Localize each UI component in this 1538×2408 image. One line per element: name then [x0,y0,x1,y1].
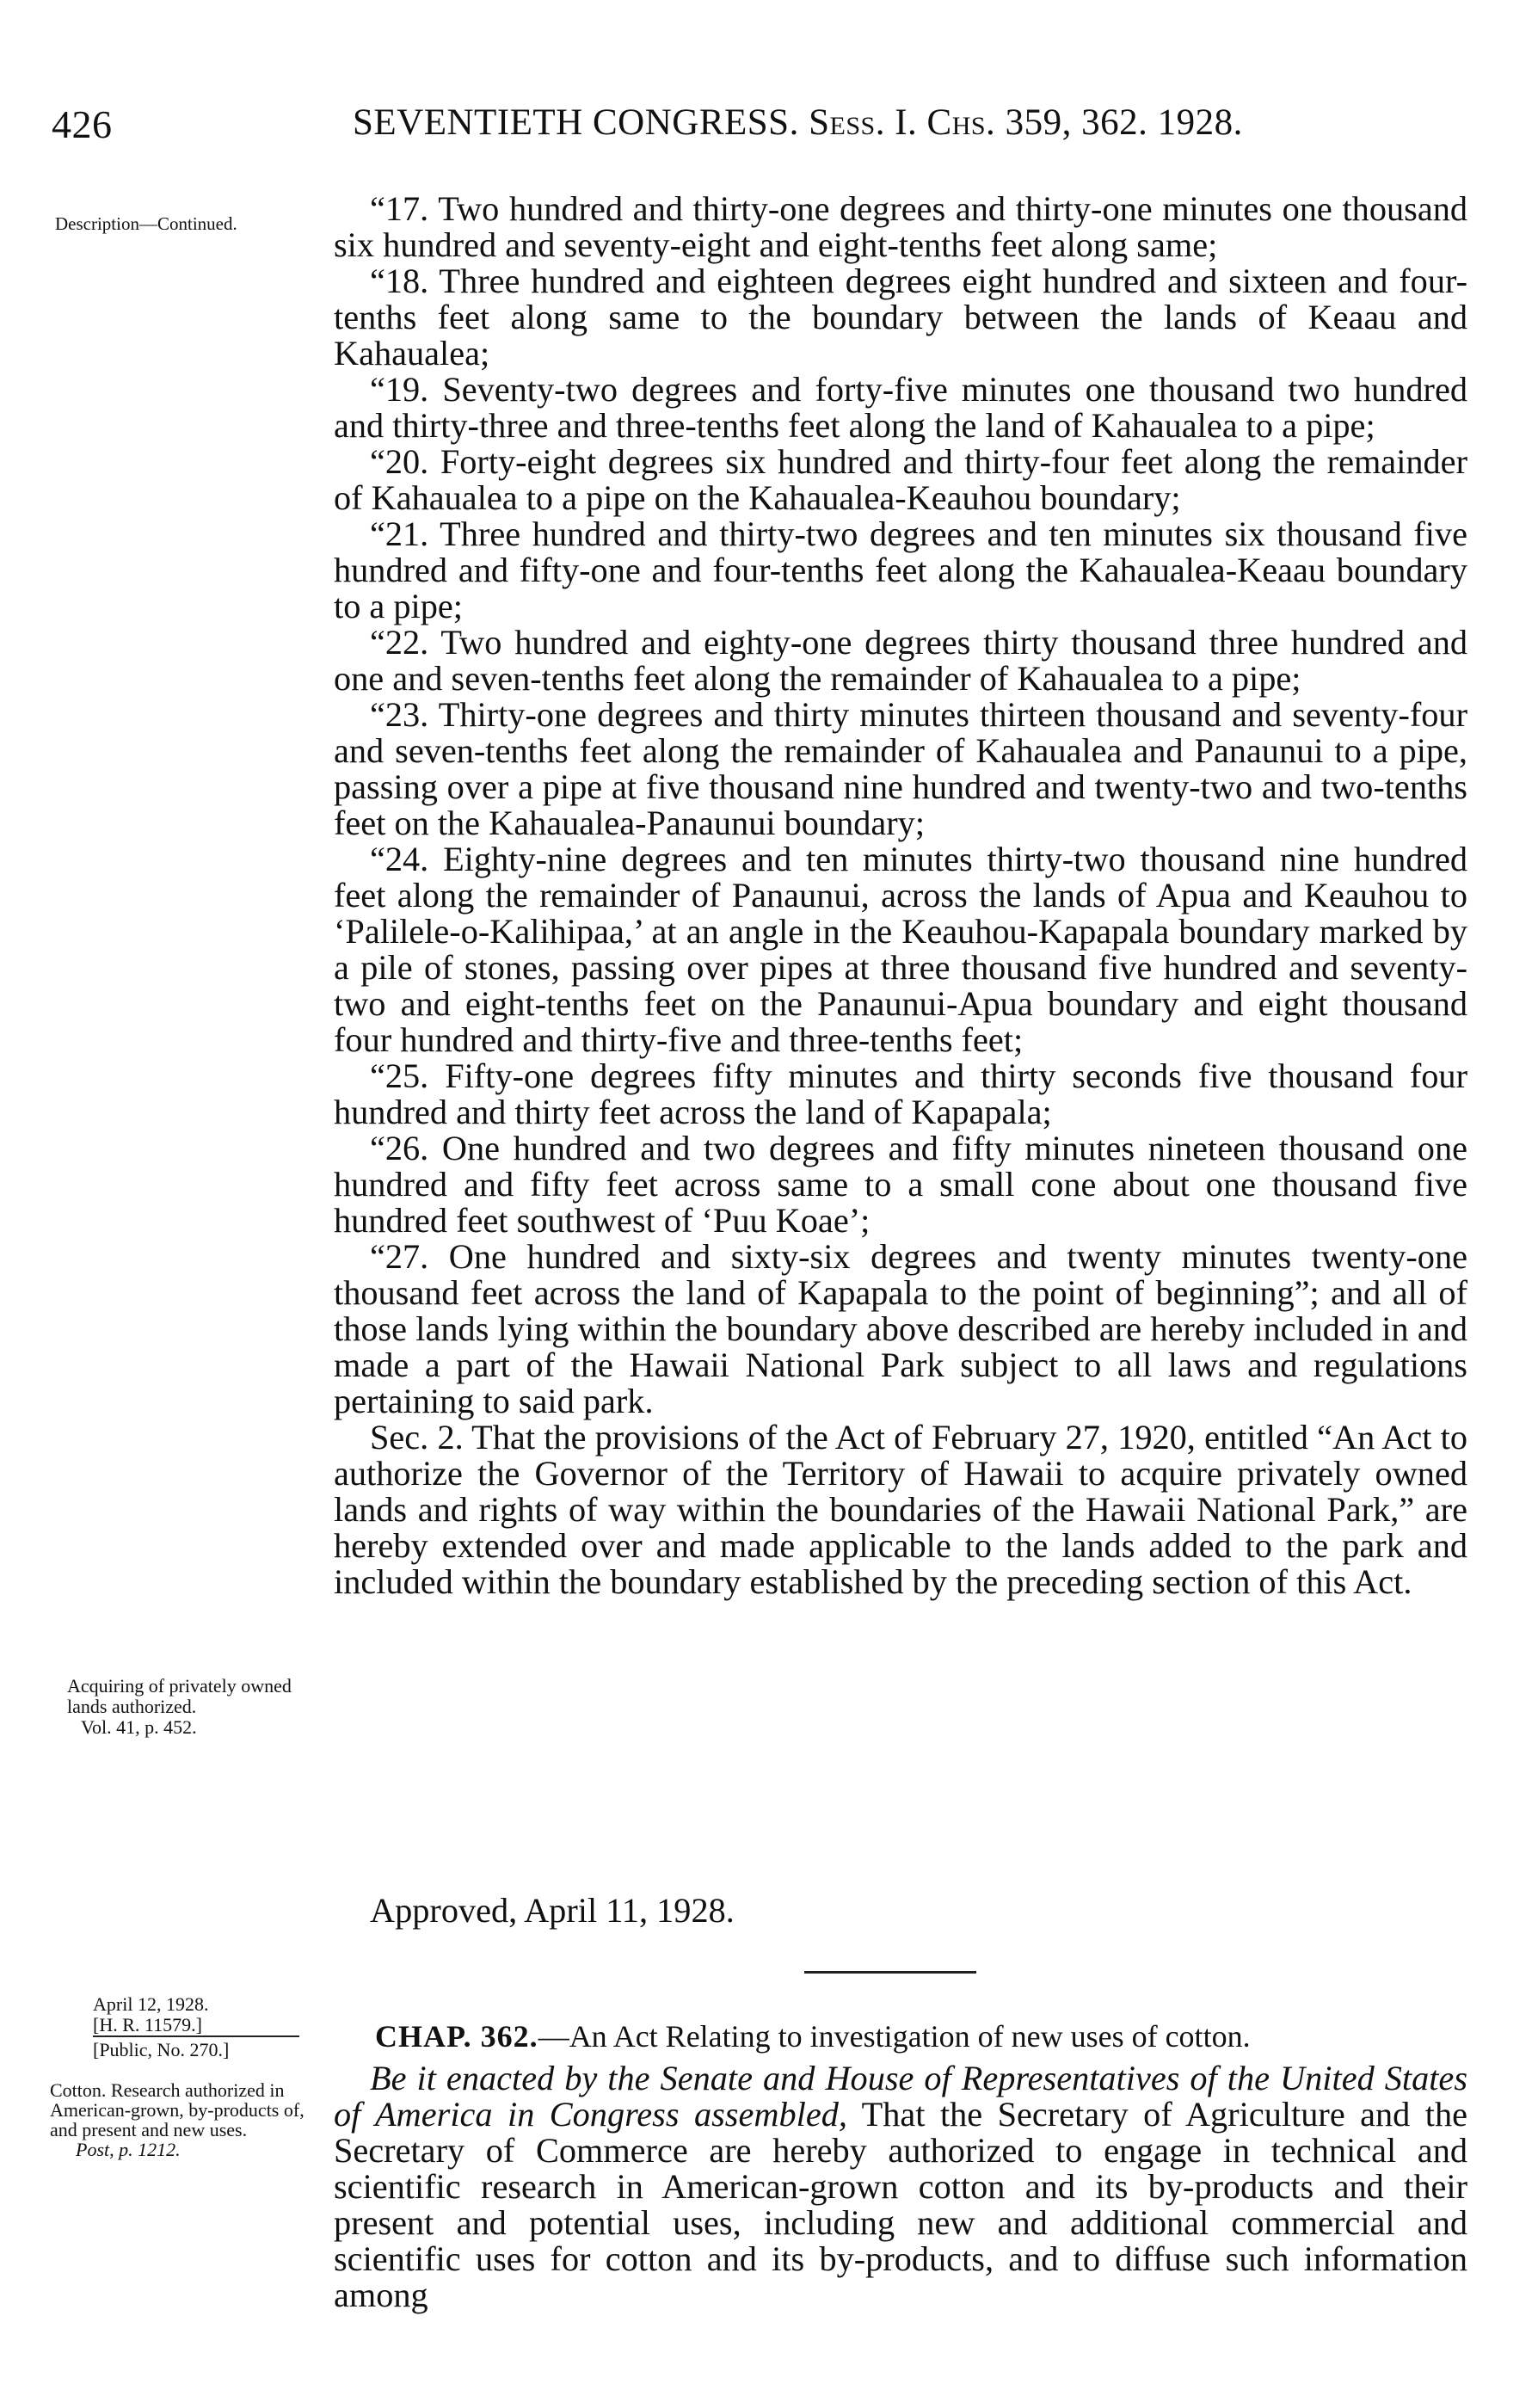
chapter-heading [375,2018,1251,2054]
margin-note-chapter-public: [Public, No. 270.] [93,2039,230,2060]
running-head-session: Sess. I. [809,102,918,143]
running-head-congress: SEVENTIETH CONGRESS. [353,102,799,143]
margin-note-cotton-ref: Post, p. 1212. [76,2139,181,2160]
chapter-label: CHAP. 362. [375,2019,538,2054]
cotton-act-paragraph [334,2060,1467,2313]
running-head-chapters-label: Chs. [926,102,996,143]
margin-note-cotton-title: Cotton. [50,2079,107,2101]
running-head [353,102,1243,144]
margin-note-chapter-hr: [H. R. 11579.] [93,2015,299,2037]
page-number: 426 [52,102,113,146]
paragraph-26: “26. One hundred and two degrees and fifty minutes nineteen thousand one hundred and fifty feet across same to a small cone about one thousand five hundred feet southwest of ‘Puu Koae’; [334,1129,1467,1240]
paragraph-22: “22. Two hundred and eighty-one degrees thirty thousand three hundred and one and seven-tenths feet along the remainder of Kahaualea to a pipe; [334,623,1467,698]
margin-note-acquiring-ref: Vol. 41, p. 452. [81,1716,197,1738]
paragraph-17: “17. Two hundred and thirty-one degrees and thirty-one minutes one thousand six hundred and seventy-eight and eight-tenths feet along same; [334,189,1467,264]
margin-note-description: Description—Continued. [55,213,237,234]
margin-note-acquiring [67,1676,334,1738]
margin-note-chapter [93,1994,308,2060]
main-text-column [334,191,1467,1877]
paragraph-23: “23. Thirty-one degrees and thirty minutes thirteen thousand and seventy-four and seven-tenths feet along the remainder of Kahaualea and Panaunui to a pipe, passing over a pipe at five thousand nine hundred and twenty-two and two-tenths feet on the Kahaualea-Panaunui boundary; [334,695,1467,842]
paragraph-27: “27. One hundred and sixty-six degrees and twenty minutes twenty-one thousand feet across the land of Kapapala to the point of beginning”; and all of those lands lying within the boundary above described are hereby included in and made a part of the Hawaii National Park subject to all laws and regulations pertaining to said park. [334,1237,1467,1420]
paragraph-25: “25. Fifty-one degrees fifty minutes and thirty seconds five thousand four hundred and thirty feet across the land of Kapapala; [334,1056,1467,1131]
section-divider [804,1971,976,1974]
margin-note-acquiring-text: Acquiring of privately owned lands authorized. [67,1675,292,1717]
paragraph-19: “19. Seventy-two degrees and forty-five minutes one thousand two hundred and thirty-three and three-tenths feet along the land of Kahaualea to a pipe; [334,370,1467,445]
approved-line: Approved, April 11, 1928. [370,1891,735,1930]
cotton-act-text [334,2060,1467,2387]
margin-note-chapter-date: April 12, 1928. [93,1993,209,2015]
chapter-title: —An Act Relating to investigation of new uses of cotton. [538,2019,1251,2054]
margin-note-cotton [50,2080,334,2159]
margin-note-cotton-body: Research authorized in American-grown, by-products of, and present and new uses. [50,2079,305,2140]
paragraph-21: “21. Three hundred and thirty-two degrees and ten minutes six thousand five hundred and fifty-one and four-tenths feet along the Kahaualea-Keaau boundary to a pipe; [334,514,1467,625]
running-head-chapters-year: 359, 362. 1928. [1005,102,1243,143]
paragraph-24: “24. Eighty-nine degrees and ten minutes thirty-two thousand nine hundred feet along the remainder of Panaunui, across the lands of Apua and Keauhou to ‘Palilele-o-Kalihipaa,’ at an angle in the Keauhou-Kapapala boundary marked by a pile of stones, passing over pipes at three thousand five hundred and seventy-two and eight-tenths feet on the Panaunui-Apua boundary and eight thousand four hundred and thirty-five and three-tenths feet; [334,840,1467,1059]
section-2: Sec. 2. That the provisions of the Act of February 27, 1920, entitled “An Act to authorize the Governor of the Territory of Hawaii to acquire privately owned lands and rights of way within the boundaries of the Hawaii National Park,” are hereby extended over and made applicable to the lands added to the park and included within the boundary established by the preceding section of this Act. [334,1418,1467,1601]
cotton-act-body: That the Secretary of Agriculture and the Secretary of Commerce are hereby authorized to engage in technical and scientific research in American-grown cotton and its by-products and their present and potential uses, including new and additional commercial and scientific uses for cotton and its by-products, and to diffuse such information among [334,2095,1467,2314]
enacting-clause: Be it enacted by the Senate and House of Representatives of the United States of America in Congress assembled, [334,2059,1467,2134]
page-header [52,102,1462,162]
paragraph-18: “18. Three hundred and eighteen degrees eight hundred and sixteen and four-tenths feet along same to the boundary between the lands of Keaau and Kahaualea; [334,262,1467,373]
paragraph-20: “20. Forty-eight degrees six hundred and thirty-four feet along the remainder of Kahaualea to a pipe on the Kahaualea-Keauhou boundary; [334,442,1467,517]
